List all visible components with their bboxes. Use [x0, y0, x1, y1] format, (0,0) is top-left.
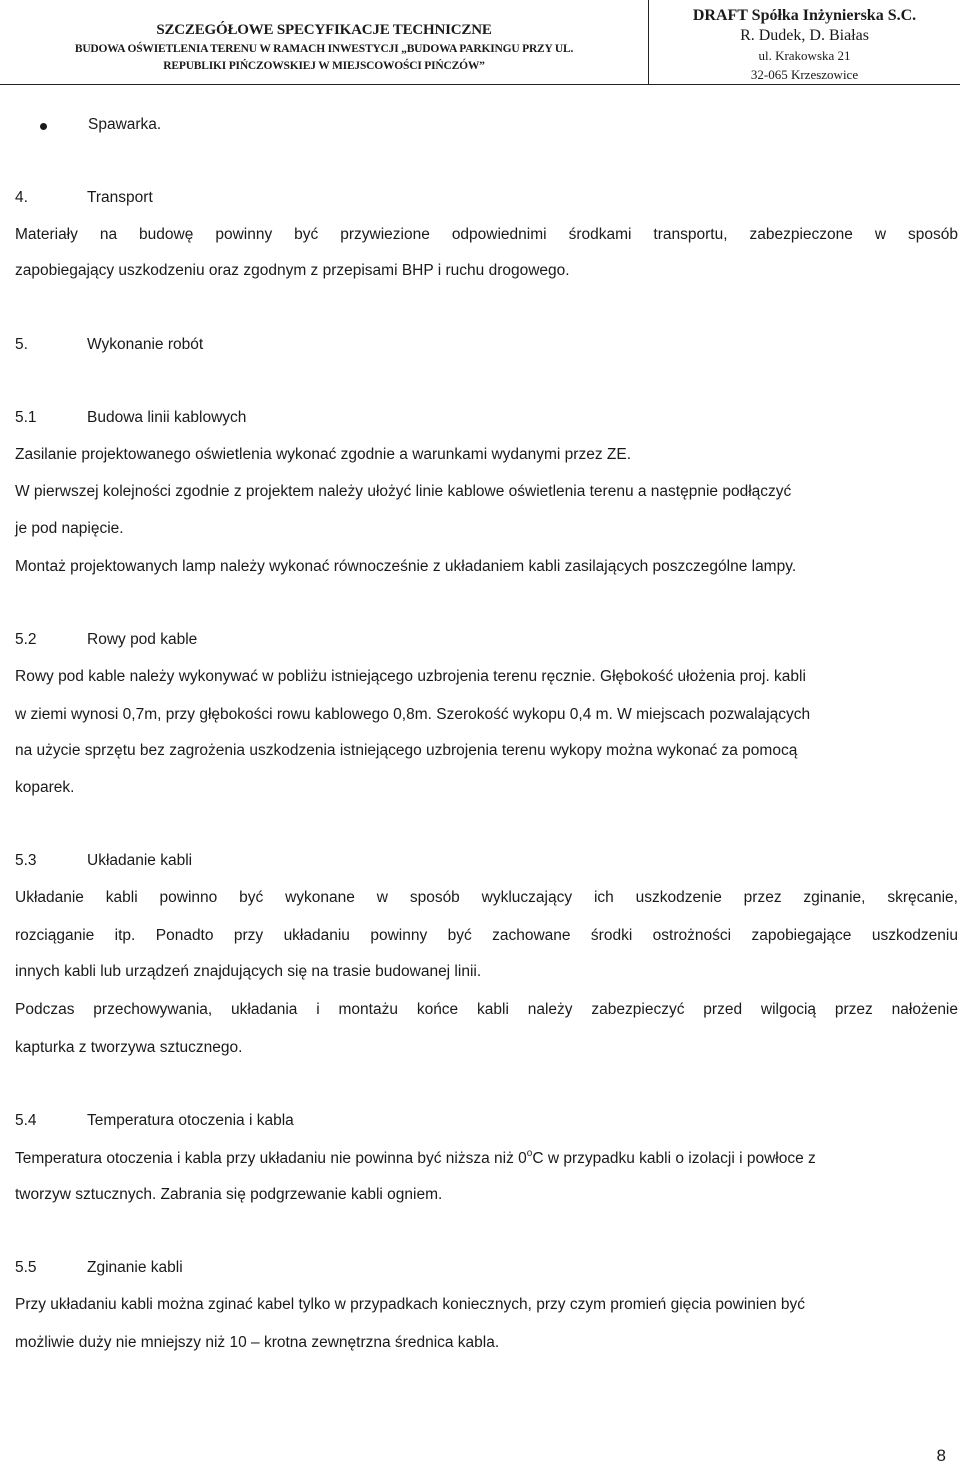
section-heading-4: 4. Transport	[15, 189, 153, 206]
section-heading-5-4: 5.4 Temperatura otoczenia i kabla	[15, 1112, 294, 1129]
project-name-line-1: BUDOWA OŚWIETLENIA TERENU W RAMACH INWESTYCJI „BUDOWA PARKINGU PRZY UL.	[74, 43, 574, 55]
paragraph-line: rozciąganie itp. Ponadto przy układaniu powinny być zachowane środki ostrożności zapobiegające uszkodzeniu	[15, 927, 958, 944]
paragraph-line: Rowy pod kable należy wykonywać w pobliżu istniejącego uzbrojenia terenu ręcznie. Głębokość ułożenia proj. kabli	[15, 668, 806, 685]
paragraph-line: innych kabli lub urządzeń znajdujących się na trasie budowanej linii.	[15, 963, 482, 980]
degree-superscript: o	[526, 1148, 533, 1159]
paragraph-line: na użycie sprzętu bez zagrożenia uszkodzenia istniejącego uzbrojenia terenu wykopy można wykonać za pomocą	[15, 742, 798, 759]
company-street: ul. Krakowska 21	[758, 48, 851, 63]
paragraph-line: kapturka z tworzywa sztucznego.	[15, 1039, 243, 1056]
paragraph-line: Układanie kabli powinno być wykonane w sposób wykluczający ich uszkodzenie przez zginanie, skręcanie,	[15, 889, 958, 906]
paragraph-line: tworzyw sztucznych. Zabrania się podgrzewanie kabli ogniem.	[15, 1186, 443, 1203]
company-block	[649, 0, 960, 85]
paragraph-line: koparek.	[15, 779, 75, 796]
section-heading-5-2: 5.2 Rowy pod kable	[15, 631, 198, 648]
paragraph-line: W pierwszej kolejności zgodnie z projektem należy ułożyć linie kablowe oświetlenia terenu a następnie podłączyć	[15, 483, 792, 500]
paragraph-line: możliwie duży nie mniejszy niż 10 – krotna zewnętrzna średnica kabla.	[15, 1334, 500, 1351]
list-item: Spawarka.	[40, 116, 161, 134]
paragraph-line: Montaż projektowanych lamp należy wykonać równocześnie z układaniem kabli zasilających poszczególne lampy.	[15, 558, 797, 575]
section-heading-5-3: 5.3 Układanie kabli	[15, 852, 193, 869]
company-city: 32-065 Krzeszowice	[750, 67, 859, 82]
paragraph-line: Podczas przechowywania, układania i montażu końce kabli należy zabezpieczyć przed wilgocią przez nałożenie	[15, 1001, 958, 1018]
section-heading-5: 5. Wykonanie robót	[15, 336, 204, 353]
paragraph-line: Temperatura otoczenia i kabla przy układaniu nie powinna być niższa niż 0$^o$C w przypadku kabli o izolacji i powłoce z	[15, 1148, 816, 1167]
project-name-line-2: REPUBLIKI PIŃCZOWSKIEJ W MIEJSCOWOŚCI PIŃCZÓW”	[163, 60, 485, 72]
page-header	[0, 0, 960, 85]
document-title: SZCZEGÓŁOWE SPECYFIKACJE TECHNICZNE	[156, 22, 492, 38]
section-heading-5-5: 5.5 Zginanie kabli	[15, 1259, 183, 1276]
paragraph-line: Zasilanie projektowanego oświetlenia wykonać zgodnie a warunkami wydanymi przez ZE.	[15, 446, 631, 463]
paragraph-line: je pod napięcie.	[15, 520, 124, 537]
paragraph-line: w ziemi wynosi 0,7m, przy głębokości rowu kablowego 0,8m. Szerokość wykopu 0,4 m. W miejscach pozwalających	[15, 706, 811, 723]
page-number: 8	[936, 1446, 946, 1465]
bullet-icon	[40, 123, 47, 130]
paragraph-line: Przy układaniu kabli można zginać kabel tylko w przypadkach koniecznych, przy czym promień gięcia powinien być	[15, 1296, 806, 1313]
company-owners: R. Dudek, D. Białas	[740, 27, 869, 44]
document-title-block	[0, 0, 649, 85]
paragraph-line: Materiały na budowę powinny być przywiezione odpowiednimi środkami transportu, zabezpieczone w sposób	[15, 226, 958, 243]
section-heading-5-1: 5.1 Budowa linii kablowych	[15, 409, 247, 426]
company-name: DRAFT Spółka Inżynierska S.C.	[692, 7, 917, 24]
paragraph-line: zapobiegający uszkodzeniu oraz zgodnym z przepisami BHP i ruchu drogowego.	[15, 262, 570, 279]
